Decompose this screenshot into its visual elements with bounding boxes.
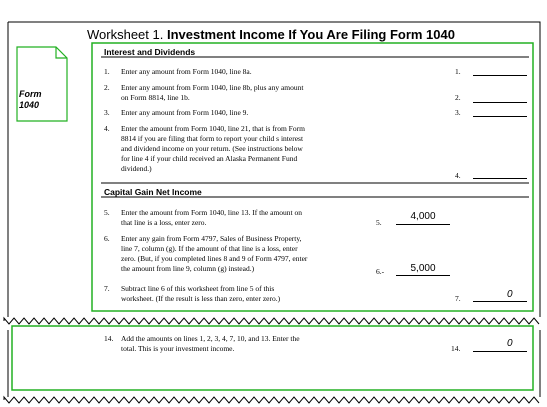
line1-number: 1. xyxy=(104,67,110,76)
line7-number: 7. xyxy=(104,284,110,293)
line14-text-2: total. This is your investment income. xyxy=(121,344,235,353)
line4-entry-field[interactable] xyxy=(473,178,527,179)
line4-text-2: 8814 if you are filing that form to report your child s interest xyxy=(121,134,304,143)
line5-value: 4,000 xyxy=(410,211,436,222)
line4-text-4: for line 4 if your child received an Alaska Permanent Fund xyxy=(121,154,298,163)
form-label-line1: Form xyxy=(19,89,42,99)
line2-number: 2. xyxy=(104,83,110,92)
line7-text-2: worksheet. (If the result is less than zero, enter zero.) xyxy=(121,294,281,303)
line4-text-1: Enter the amount from Form 1040, line 21, that is from Form xyxy=(121,124,305,133)
line3-entry-field[interactable] xyxy=(473,116,527,117)
line3-number: 3. xyxy=(104,108,110,117)
line6-mid-number: 6.- xyxy=(376,267,385,276)
form-icon-label xyxy=(19,89,42,111)
title-main: Investment Income If You Are Filing Form 1040 xyxy=(166,27,455,42)
line3-text: Enter any amount from Form 1040, line 9. xyxy=(121,108,249,117)
line14-number: 14. xyxy=(104,334,114,343)
line6-text-2: line 7, column (g). If the amount of that line is a loss, enter xyxy=(121,244,298,253)
line4-number: 4. xyxy=(104,124,110,133)
line1-entry-field[interactable] xyxy=(473,75,527,76)
line5-entry-field[interactable] xyxy=(396,224,450,225)
line7-text-1: Subtract line 6 of this worksheet from line 5 of this xyxy=(121,284,275,293)
line6-number: 6. xyxy=(104,234,110,243)
line5-text-1: Enter the amount from Form 1040, line 13. If the amount on xyxy=(121,208,303,217)
line14-text xyxy=(121,334,300,354)
line14-right-number: 14. xyxy=(451,344,461,353)
title-prefix: Worksheet 1. xyxy=(87,27,164,42)
line7-right-number: 7. xyxy=(455,294,461,303)
line14-value: 0 xyxy=(507,338,513,349)
line6-text xyxy=(121,234,307,274)
line14-text-1: Add the amounts on lines 1, 2, 3, 4, 7, 10, and 13. Enter the xyxy=(121,334,300,343)
line7-entry-field[interactable] xyxy=(473,301,527,302)
line2-entry-field[interactable] xyxy=(473,102,527,103)
line2-text xyxy=(121,83,303,103)
line2-text-2: on Form 8814, line 1b. xyxy=(121,93,190,102)
line7-text xyxy=(121,284,280,304)
section-capital-header: Capital Gain Net Income xyxy=(104,187,202,197)
line6-text-3: zero. (But, if you completed lines 8 and 9 of Form 4797, enter xyxy=(121,254,308,263)
line4-text-5: dividend.) xyxy=(121,164,152,173)
line2-right-number: 2. xyxy=(455,93,461,102)
line4-text xyxy=(121,124,305,174)
line5-mid-number: 5. xyxy=(376,218,382,227)
line1-text: Enter any amount from Form 1040, line 8a. xyxy=(121,67,252,76)
worksheet-title xyxy=(87,27,455,42)
line5-number: 5. xyxy=(104,208,110,217)
line6-text-4: the amount from line 9, column (g) instead.) xyxy=(121,264,255,273)
line4-text-3: and dividend income on your return. (See instructions below xyxy=(121,144,303,153)
line4-right-number: 4. xyxy=(455,171,461,180)
section-interest-header: Interest and Dividends xyxy=(104,47,196,57)
form-label-line2: 1040 xyxy=(19,100,40,110)
line6-text-1: Enter any gain from Form 4797, Sales of Business Property, xyxy=(121,234,302,243)
line14-entry-field[interactable] xyxy=(473,351,527,352)
line7-value: 0 xyxy=(507,289,513,300)
line2-text-1: Enter any amount from Form 1040, line 8b, plus any amount xyxy=(121,83,304,92)
line1-right-number: 1. xyxy=(455,67,461,76)
line6-value: 5,000 xyxy=(410,263,436,274)
line5-text xyxy=(121,208,302,228)
line6-entry-field[interactable] xyxy=(396,275,450,276)
line5-text-2: that line is a loss, enter zero. xyxy=(121,218,207,227)
line3-right-number: 3. xyxy=(455,108,461,117)
